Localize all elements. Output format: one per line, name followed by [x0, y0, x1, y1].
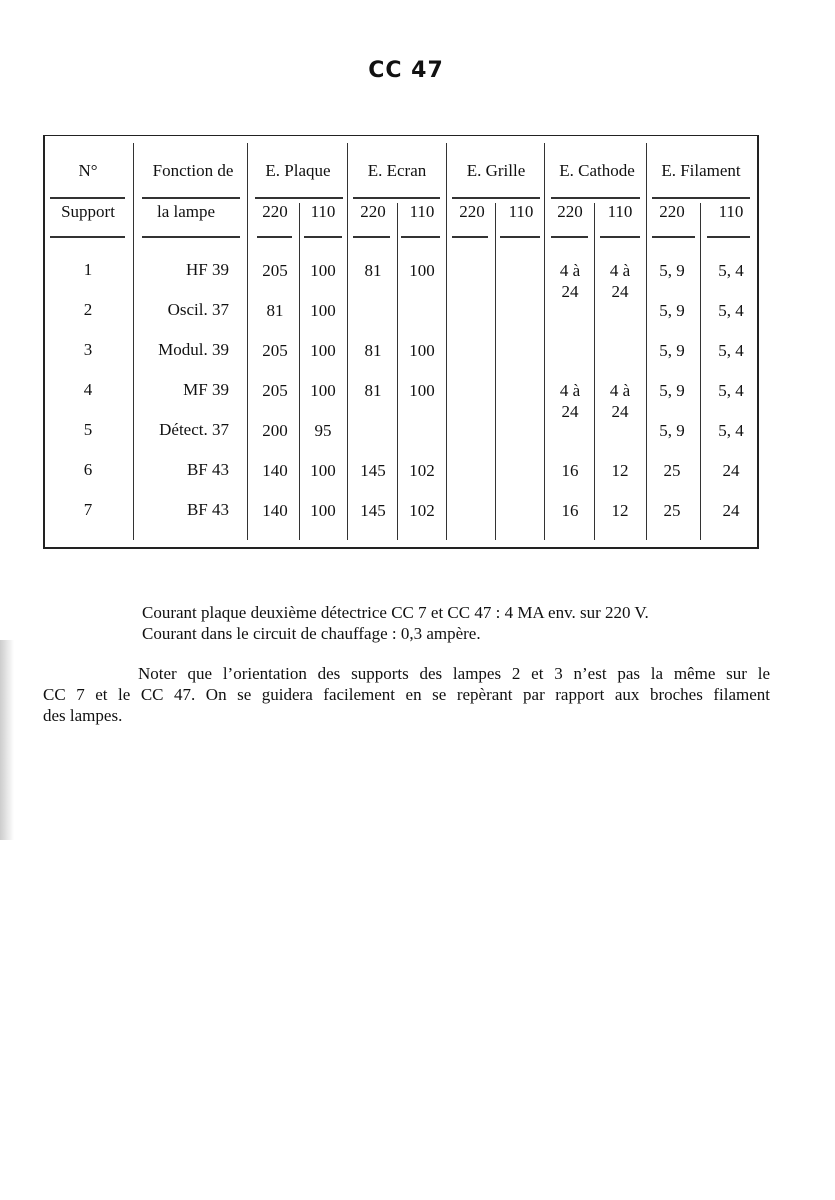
table-cell: 5, 9: [659, 341, 685, 360]
header-group: E. Plaque: [265, 161, 331, 180]
table-cell: 100: [409, 341, 435, 360]
subheader-rule: [304, 236, 342, 238]
table-cell: 102: [409, 501, 435, 520]
header-rule: [551, 197, 640, 199]
row-fonction: MF 39: [183, 380, 229, 399]
row-support-number: 2: [83, 300, 93, 319]
subcolumn-divider: [299, 203, 300, 540]
table-cell: 100: [310, 381, 336, 400]
header-group: E. Ecran: [367, 161, 427, 180]
table-cell: 102: [409, 461, 435, 480]
subheader-rule: [452, 236, 488, 238]
note-orientation-line2: CC 7 et le CC 47. On se guidera facilement en se repèrant par rapport aux broches filament: [43, 685, 770, 704]
table-cell: 16: [561, 501, 579, 520]
table-cell: 5, 4: [718, 341, 744, 360]
table-cell: 24: [722, 501, 740, 520]
header-group: E. Cathode: [559, 161, 635, 180]
table-cell: 5, 4: [718, 421, 744, 440]
table-cell: 140: [262, 461, 288, 480]
table-cell: 5, 9: [659, 381, 685, 400]
table-cell: 5, 9: [659, 261, 685, 280]
header-voltage: 220: [360, 202, 386, 221]
column-divider: [347, 143, 348, 540]
table-cell: 81: [364, 381, 382, 400]
table-cell: 205: [262, 381, 288, 400]
subheader-rule: [652, 236, 695, 238]
table-cell: 100: [310, 301, 336, 320]
subcolumn-divider: [700, 203, 701, 540]
note-plate-current: Courant plaque deuxième détectrice CC 7 et CC 47 : 4 MA env. sur 220 V.: [142, 603, 649, 622]
header-rule: [142, 197, 240, 199]
table-cell: 100: [409, 261, 435, 280]
column-divider: [646, 143, 647, 540]
header-voltage: 110: [607, 202, 633, 221]
column-divider: [247, 143, 248, 540]
header-lampe: la lampe: [156, 202, 216, 221]
table-cell: 100: [310, 461, 336, 480]
table-cell: 12: [611, 501, 629, 520]
header-rule: [452, 197, 540, 199]
subcolumn-divider: [397, 203, 398, 540]
row-fonction: BF 43: [186, 500, 229, 519]
row-fonction: Modul. 39: [158, 340, 229, 359]
subcolumn-divider: [495, 203, 496, 540]
header-fonction: Fonction de: [152, 161, 234, 180]
table-cell: 25: [663, 501, 681, 520]
subheader-rule: [257, 236, 292, 238]
row-fonction: Détect. 37: [159, 420, 229, 439]
table-cell: 81: [364, 341, 382, 360]
header-voltage: 220: [659, 202, 685, 221]
table-cell: 4 à 24: [559, 381, 581, 421]
header-rule: [50, 197, 125, 199]
table-cell: 100: [310, 501, 336, 520]
table-cell: 5, 4: [718, 261, 744, 280]
column-divider: [544, 143, 545, 540]
row-fonction: BF 43: [186, 460, 229, 479]
table-cell: 95: [314, 421, 332, 440]
header-voltage: 110: [310, 202, 336, 221]
subheader-rule: [500, 236, 540, 238]
page-title: CC 47: [368, 58, 444, 83]
subheader-rule: [551, 236, 588, 238]
row-support-number: 3: [83, 340, 93, 359]
table-cell: 4 à 24: [609, 381, 631, 421]
table-cell: 205: [262, 261, 288, 280]
header-support-number: N°: [78, 161, 98, 180]
header-voltage: 220: [262, 202, 288, 221]
table-cell: 100: [310, 261, 336, 280]
header-voltage: 220: [557, 202, 583, 221]
subheader-rule: [50, 236, 125, 238]
table-cell: 12: [611, 461, 629, 480]
table-cell: 4 à 24: [559, 261, 581, 301]
table-cell: 25: [663, 461, 681, 480]
header-voltage: 110: [718, 202, 744, 221]
subheader-rule: [707, 236, 750, 238]
table-cell: 5, 9: [659, 301, 685, 320]
subheader-rule: [353, 236, 390, 238]
table-cell: 24: [722, 461, 740, 480]
header-support: Support: [61, 202, 115, 221]
column-divider: [133, 143, 134, 540]
table-cell: 5, 9: [659, 421, 685, 440]
subheader-rule: [142, 236, 240, 238]
table-cell: 100: [409, 381, 435, 400]
table-cell: 4 à 24: [609, 261, 631, 301]
table-cell: 145: [360, 461, 386, 480]
subheader-rule: [600, 236, 640, 238]
row-support-number: 4: [83, 380, 93, 399]
row-support-number: 5: [83, 420, 93, 439]
table-cell: 205: [262, 341, 288, 360]
table-cell: 81: [266, 301, 284, 320]
row-fonction: HF 39: [186, 260, 229, 279]
table-cell: 100: [310, 341, 336, 360]
header-rule: [255, 197, 343, 199]
scan-edge-shadow: [0, 640, 14, 840]
row-support-number: 6: [83, 460, 93, 479]
row-fonction: Oscil. 37: [167, 300, 229, 319]
table-cell: 5, 4: [718, 301, 744, 320]
row-support-number: 7: [83, 500, 93, 519]
table-cell: 145: [360, 501, 386, 520]
header-rule: [353, 197, 440, 199]
note-orientation-line1: Noter que l’orientation des supports des lampes 2 et 3 n’est pas la même sur le: [138, 664, 770, 683]
header-group: E. Filament: [661, 161, 741, 180]
subcolumn-divider: [594, 203, 595, 540]
table-cell: 81: [364, 261, 382, 280]
subheader-rule: [401, 236, 440, 238]
table-cell: 140: [262, 501, 288, 520]
header-voltage: 220: [459, 202, 485, 221]
note-orientation-line3: des lampes.: [43, 706, 123, 725]
note-heating-current: Courant dans le circuit de chauffage : 0,3 ampère.: [142, 624, 481, 643]
header-group: E. Grille: [466, 161, 526, 180]
table-cell: 5, 4: [718, 381, 744, 400]
row-support-number: 1: [83, 260, 93, 279]
column-divider: [446, 143, 447, 540]
header-voltage: 110: [508, 202, 534, 221]
header-rule: [652, 197, 750, 199]
table-cell: 16: [561, 461, 579, 480]
table-cell: 200: [262, 421, 288, 440]
header-voltage: 110: [409, 202, 435, 221]
